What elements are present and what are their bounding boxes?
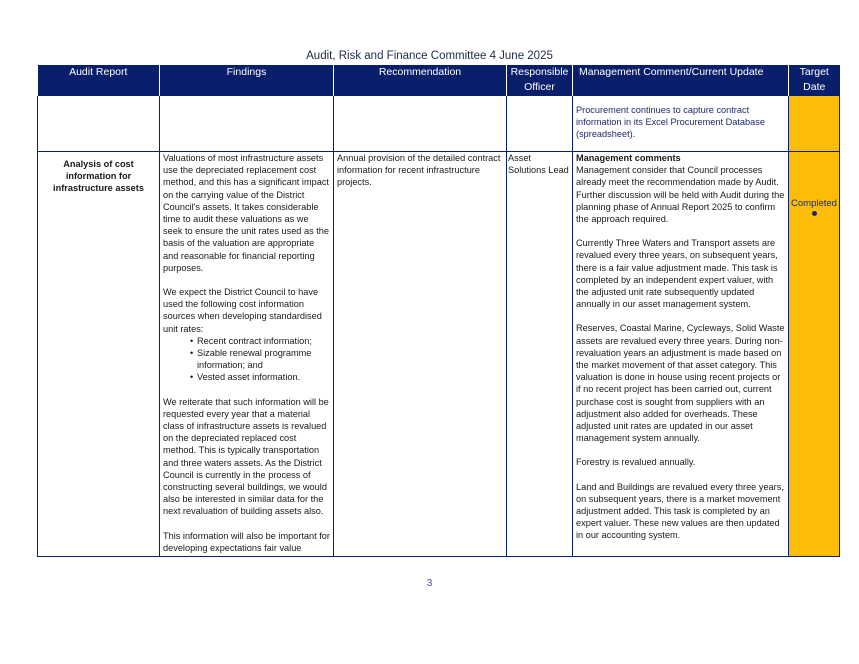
recommendation-text: Annual provision of the detailed contract information for recent infrastructure projects. xyxy=(337,153,501,188)
bullet-glyph: • xyxy=(190,372,194,383)
status-dot-icon xyxy=(812,211,817,216)
cell-management-comment xyxy=(573,152,789,557)
header-audit-report: Audit Report xyxy=(38,65,160,96)
management-paragraph: Management consider that Council processes already meet the recommendation made by Audit. Further discussion will be held with Audit during the planning phase of Annual Report 2025 to confirm the approach required. xyxy=(576,165,785,225)
management-heading: Management comments xyxy=(576,153,681,163)
list-item: • Sizable renewal programme information; and xyxy=(190,348,312,371)
cell-findings xyxy=(160,152,334,557)
page-title: Audit, Risk and Finance Committee 4 June 2025 xyxy=(306,50,553,62)
cell-responsible-officer xyxy=(507,96,573,152)
cell-responsible-officer xyxy=(507,152,573,557)
audit-table xyxy=(37,65,840,557)
cell-audit-report xyxy=(38,96,160,152)
cell-management-comment xyxy=(573,96,789,152)
table-row xyxy=(38,152,840,557)
management-paragraph: Currently Three Waters and Transport assets are revalued every three years, on subsequent years, there is a fair value adjustment made. This task is completed by an independent expert valuer, with the adjusted unit rate subsequently updated annually in our asset management system. xyxy=(576,238,778,310)
list-item: • Recent contract information; xyxy=(190,335,312,346)
header-management-comment: Management Comment/Current Update xyxy=(573,65,789,96)
header-row xyxy=(38,65,840,96)
cell-recommendation xyxy=(334,152,507,557)
cell-findings xyxy=(160,96,334,152)
header-responsible-officer: Responsible Officer xyxy=(507,65,573,96)
table-row xyxy=(38,96,840,152)
page-number: 3 xyxy=(426,578,433,589)
management-paragraph: Forestry is revalued annually. xyxy=(576,457,696,468)
management-paragraph: Land and Buildings are revalued every three years, on subsequent years, there is a market movement adjustment added. This task is completed by an expert valuer. These new values are then updated in our accounting system. xyxy=(576,481,784,541)
findings-bullet-list xyxy=(163,335,330,384)
cell-recommendation xyxy=(334,96,507,152)
list-item: • Vested asset information. xyxy=(190,372,301,383)
cell-target-date xyxy=(789,96,840,152)
findings-paragraph: Valuations of most infrastructure assets use the depreciated replacement cost method, and this has a significant impact on the carrying value of the District Council's assets. It takes considerable time to audit these valuations as we seek to ensure the unit rates used as the basis of the valuation are appropriate and reasonable for financial reporting purposes. xyxy=(163,153,329,273)
status-label: Completed xyxy=(791,198,837,209)
findings-paragraph: We reiterate that such information will be requested every year that a material class of infrastructure assets is revalued on the depreciated replaced cost method. This is typically transportation and three waters assets. As the District Council is currently in the process of constructing several buildings, we would also be interested in similar data for the next revaluation of building assets also. xyxy=(163,396,329,517)
management-comment-text: Procurement continues to capture contract information in its Excel Procurement Database (spreadsheet). xyxy=(576,105,765,140)
bullet-glyph: • xyxy=(190,348,194,359)
cell-target-date xyxy=(789,152,840,557)
status-badge xyxy=(789,198,839,216)
audit-subject: Analysis of cost information for infrastructure assets xyxy=(53,159,144,194)
header-recommendation: Recommendation xyxy=(334,65,507,96)
responsible-officer-text: Asset Solutions Lead xyxy=(508,153,569,176)
header-target-date: Target Date xyxy=(789,65,840,96)
bullet-glyph: • xyxy=(190,335,194,346)
findings-paragraph: We expect the District Council to have used the following cost information sources when developing standardised unit rates: xyxy=(163,287,322,334)
cell-audit-report xyxy=(38,152,160,557)
header-findings: Findings xyxy=(160,65,334,96)
findings-paragraph: This information will also be important for developing expectations fair value xyxy=(163,530,330,553)
management-paragraph: Reserves, Coastal Marine, Cycleways, Solid Waste assets are revalued every three years. During non-revaluation years an adjustment is made based on the market movement of that asset category. This valuation is done in house using recent projects or if no recent project has been carried out, current purchase cost is sought from suppliers with an adjustment also added for overheads. These adjusted unit rates are updated in our asset management system annually. xyxy=(576,323,785,444)
